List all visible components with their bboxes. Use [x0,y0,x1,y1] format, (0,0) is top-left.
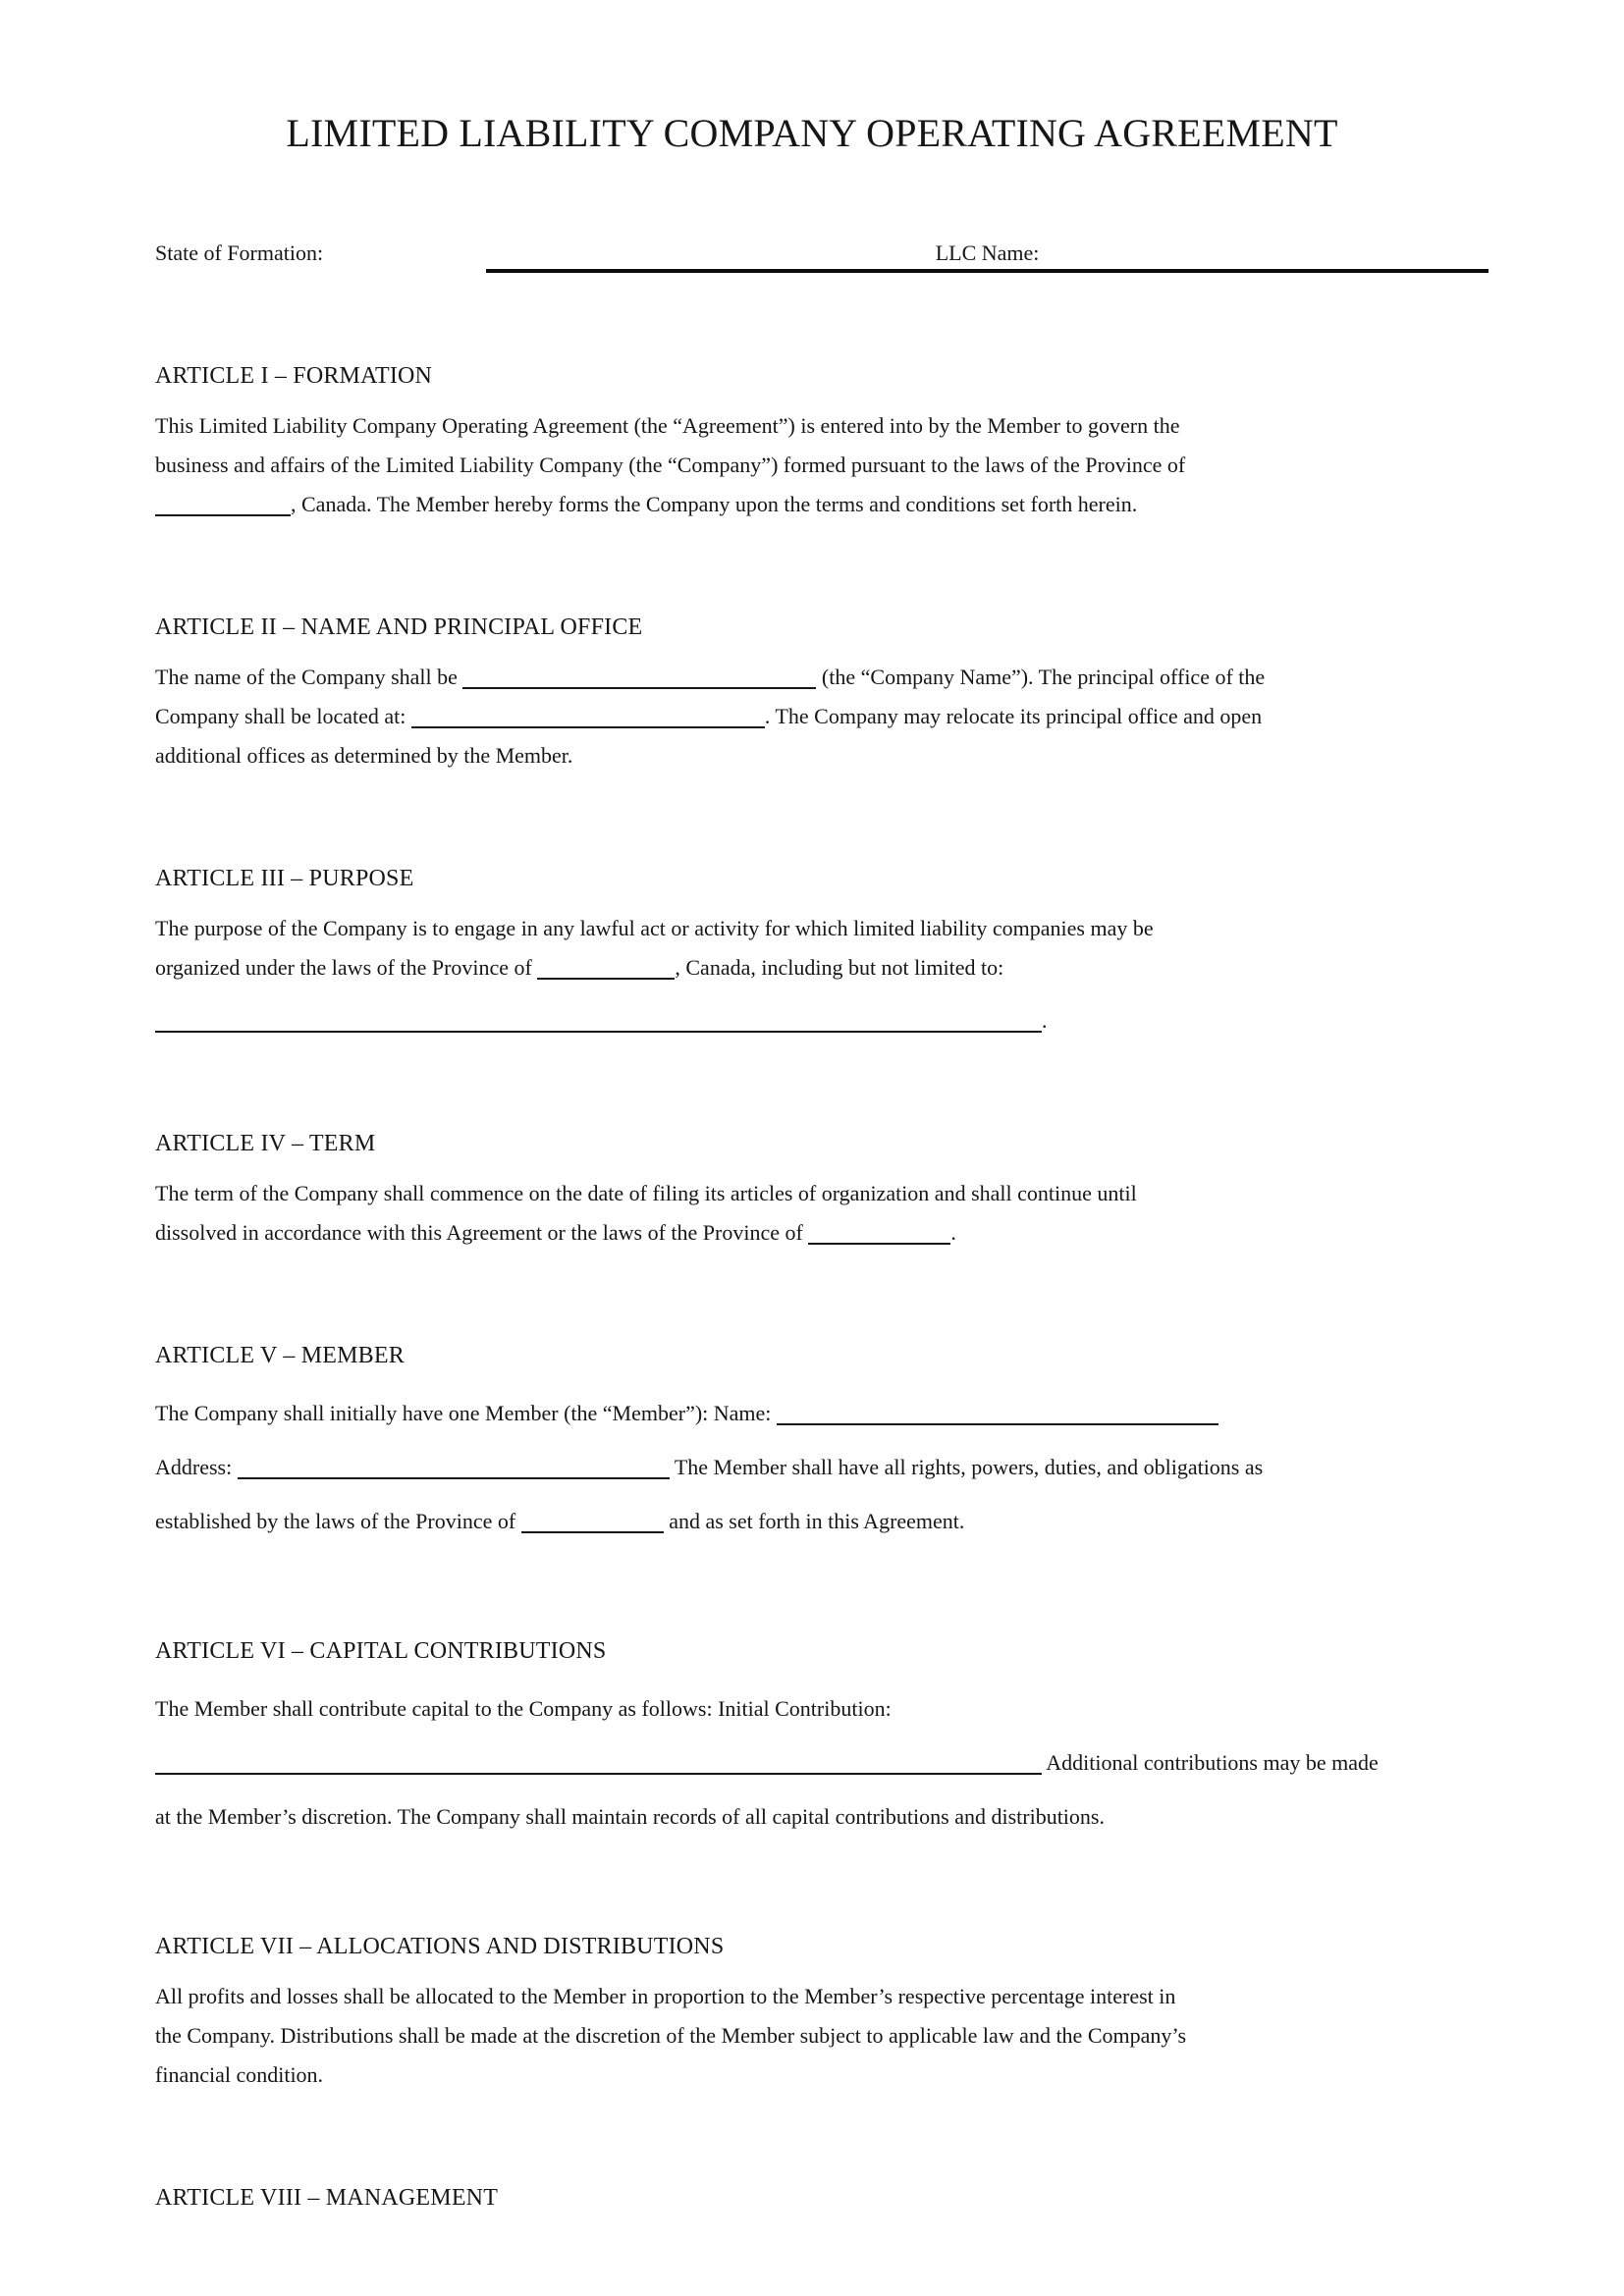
text-run: (the “Company Name”). The principal office of the [816,665,1266,689]
text-run: business and affairs of the Limited Liability Company (the “Company”) formed pursuant to the laws of the Province of [155,453,1186,477]
llc-name-input[interactable] [1045,259,1489,260]
text-line [155,1977,1469,2016]
article-4-term [155,1129,1469,1253]
text-run: All profits and losses shall be allocated to the Member in proportion to the Member’s respective percentage interest in [155,1984,1176,2008]
fill-in-blank[interactable] [155,1773,1042,1775]
article-6-capital-contributions [155,1636,1469,1843]
text-line [155,1494,1469,1548]
text-line [155,736,1469,775]
text-run: The Member shall contribute capital to the Company as follows: Initial Contribution: [155,1696,892,1721]
text-line [155,1386,1469,1440]
article-heading: ARTICLE VII – ALLOCATIONS AND DISTRIBUTIONS [155,1934,725,1959]
text-run: Address: [155,1455,238,1479]
article-heading: ARTICLE II – NAME AND PRINCIPAL OFFICE [155,614,643,640]
text-run: the Company. Distributions shall be made at the discretion of the Member subject to applicable law and the Company’s [155,2023,1187,2048]
text-run: established by the laws of the Province of [155,1509,521,1533]
text-run: financial condition. [155,2062,324,2087]
article-5-member [155,1341,1469,1548]
text-line [155,1001,1469,1041]
article-paragraph [155,658,1469,775]
text-run: dissolved in accordance with this Agreement or the laws of the Province of [155,1220,809,1245]
article-paragraph [155,909,1469,988]
article-paragraph [155,1386,1469,1548]
article-8-management [155,2183,1469,2213]
text-run: . [950,1220,956,1245]
article-heading: ARTICLE IV – TERM [155,1131,376,1156]
state-of-formation-input[interactable] [486,259,930,260]
state-of-formation-label: State of Formation: [155,240,324,265]
article-1-formation [155,361,1469,524]
text-line [155,406,1469,446]
text-line [155,1682,1469,1735]
article-paragraph [155,1682,1469,1843]
fill-in-blank[interactable] [238,1477,670,1479]
article-2-name-and-principal-office [155,613,1469,775]
text-run: and as set forth in this Agreement. [663,1509,965,1533]
text-run: organized under the laws of the Province of [155,955,538,980]
text-run: . [1042,1008,1048,1033]
text-line [155,1174,1469,1213]
text-run: , Canada, including but not limited to: [675,955,1004,980]
article-heading: ARTICLE III – PURPOSE [155,866,414,891]
text-line [155,909,1469,948]
fill-in-blank[interactable] [537,978,675,980]
article-7-allocations-and-distributions [155,1932,1469,2095]
text-run: The purpose of the Company is to engage in any lawful act or activity for which limited liability companies may be [155,916,1154,940]
fill-in-blank[interactable] [808,1243,950,1245]
text-line [155,2016,1469,2056]
text-run: Company shall be located at: [155,704,411,728]
text-line [155,1440,1469,1494]
text-run: at the Member’s discretion. The Company shall maintain records of all capital contributions and distributions. [155,1804,1105,1829]
text-run: This Limited Liability Company Operating Agreement (the “Agreement”) is entered into by the Member to govern the [155,413,1180,438]
text-run: additional offices as determined by the Member. [155,743,573,768]
fill-in-blank[interactable] [155,1031,1042,1033]
article-heading: ARTICLE VIII – MANAGEMENT [155,2185,499,2211]
text-line [155,2056,1469,2095]
article-heading: ARTICLE V – MEMBER [155,1343,405,1368]
llc-name-label: LLC Name: [935,240,1040,265]
text-run: , Canada. The Member hereby forms the Company upon the terms and conditions set forth herein. [291,492,1138,516]
article-3-purpose [155,864,1469,1041]
text-run: The term of the Company shall commence on the date of filing its articles of organization and shall continue until [155,1181,1137,1205]
fill-in-blank[interactable] [411,726,765,728]
text-line [155,658,1469,697]
fill-in-blank[interactable] [462,687,816,689]
fill-in-blank[interactable] [777,1423,1218,1425]
text-line [155,485,1469,524]
text-line [155,1213,1469,1253]
header-fill-line [486,240,1489,273]
text-run: The name of the Company shall be [155,665,463,689]
text-line [155,948,1469,988]
text-run: Additional contributions may be made [1042,1750,1379,1775]
text-run: The Company shall initially have one Member (the “Member”): Name: [155,1401,777,1425]
text-run: . The Company may relocate its principal office and open [764,704,1263,728]
article-heading: ARTICLE VI – CAPITAL CONTRIBUTIONS [155,1638,607,1664]
fill-in-blank[interactable] [155,514,291,516]
text-run: The Member shall have all rights, powers, duties, and obligations as [669,1455,1264,1479]
text-line [155,697,1469,736]
article-heading: ARTICLE I – FORMATION [155,363,433,389]
article-paragraph [155,406,1469,524]
text-line [155,1735,1469,1789]
text-line [155,446,1469,485]
article-paragraph [155,1001,1469,1041]
fill-in-blank[interactable] [521,1531,664,1533]
articles-container [155,361,1469,2213]
article-paragraph [155,1174,1469,1253]
header-row [155,240,1469,273]
document-title: LIMITED LIABILITY COMPANY OPERATING AGREEMENT [286,111,1338,155]
article-paragraph [155,1977,1469,2095]
text-line [155,1789,1469,1843]
